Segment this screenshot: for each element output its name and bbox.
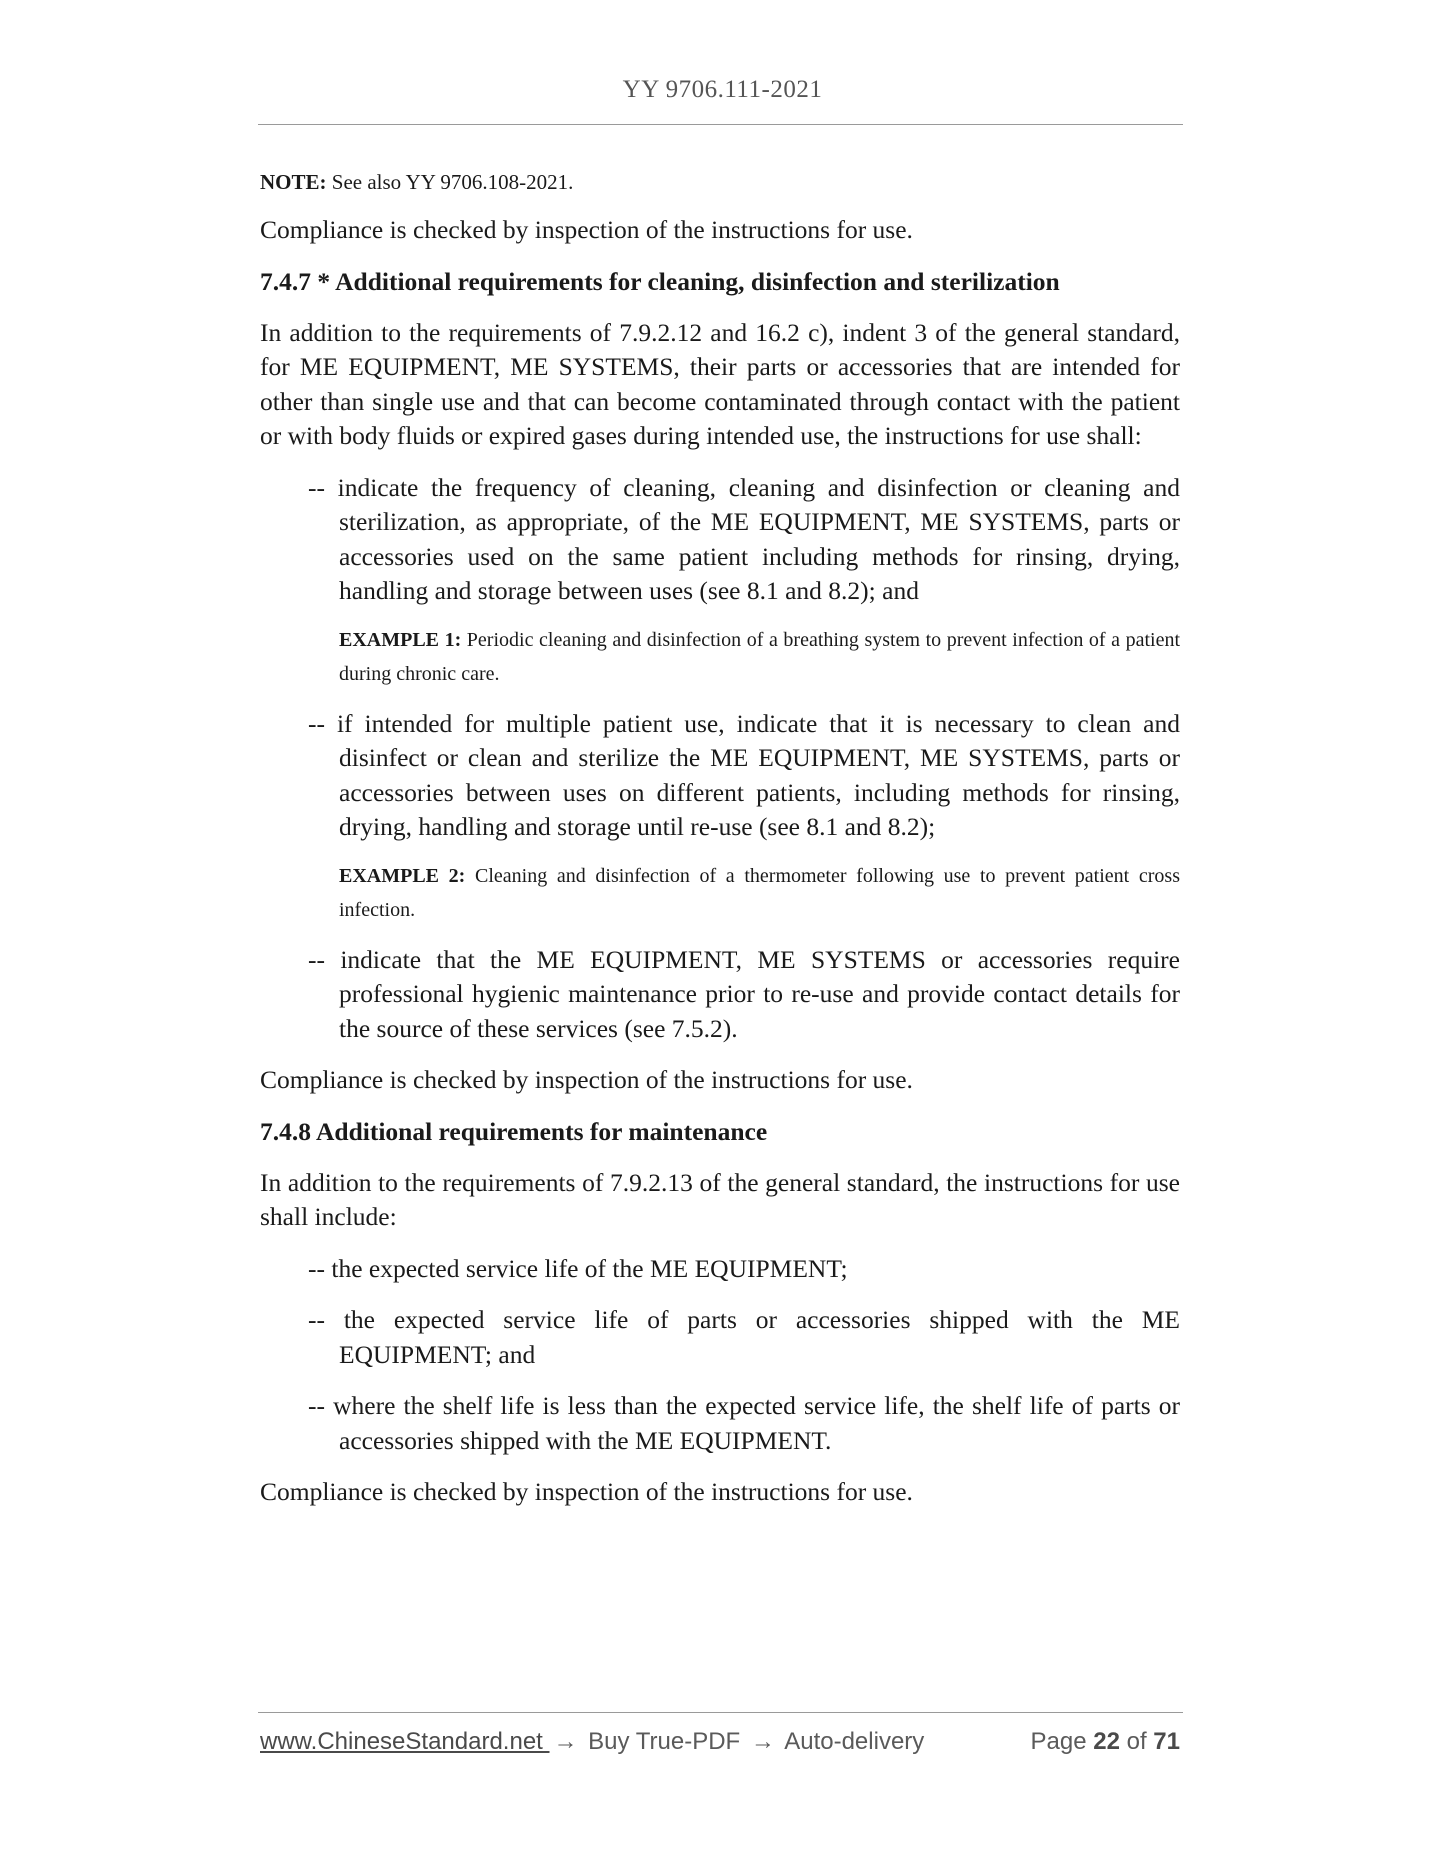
footer-divider xyxy=(258,1712,1183,1713)
note xyxy=(260,168,1180,196)
list-item-frequency: -- indicate the frequency of cleaning, cleaning and disinfection or cleaning and sterilization, as appropriate, of the ME EQUIPMENT, ME SYSTEMS, parts or accessories used on the same patient including methods for rinsing, drying, handling and storage between uses (see 8.1 and 8.2); and xyxy=(308,472,1180,605)
page-number xyxy=(1031,1728,1180,1756)
buy-pdf-text: Buy True-PDF xyxy=(581,1728,747,1755)
page-of: of xyxy=(1119,1728,1154,1755)
note-text: See also YY 9706.108-2021. xyxy=(326,170,574,194)
site-link[interactable]: www.ChineseStandard.net xyxy=(260,1728,550,1755)
list-item-shelf-life: -- where the shelf life is less than the expected service life, the shelf life of parts or accessories shipped with the ME EQUIPMENT. xyxy=(308,1391,1180,1455)
example-2-text: Cleaning and disinfection of a thermometer following use to prevent patient cross infection. xyxy=(339,864,1180,921)
section-paragraph-7-4-7: In addition to the requirements of 7.9.2.12 and 16.2 c), indent 3 of the general standard, for ME EQUIPMENT, ME SYSTEMS, their parts or accessories that are intended for other than single use and that can become contaminated through contact with the patient or with body fluids or expired gases during intended use, the instructions for use shall: xyxy=(260,317,1180,450)
list-item-multiple-patient: -- if intended for multiple patient use, indicate that it is necessary to clean and disinfect or clean and sterilize the ME EQUIPMENT, ME SYSTEMS, parts or accessories between uses on different patients, including methods for rinsing, drying, handling and storage until re-use (see 8.1 and 8.2); xyxy=(308,708,1180,841)
example-1-text: Periodic cleaning and disinfection of a breathing system to prevent infection of a patient during chronic care. xyxy=(339,628,1180,685)
page-current: 22 xyxy=(1093,1728,1120,1755)
list-item-parts-service-life: -- the expected service life of parts or accessories shipped with the ME EQUIPMENT; and xyxy=(308,1305,1180,1369)
section-paragraph-7-4-8: In addition to the requirements of 7.9.2.13 of the general standard, the instructions for use shall include: xyxy=(260,1167,1180,1231)
page-content xyxy=(260,168,1180,1510)
header-title: YY 9706.111-2021 xyxy=(622,76,823,103)
section-heading-7-4-8: 7.4.8 Additional requirements for maintenance xyxy=(260,1116,768,1146)
header-divider xyxy=(258,124,1183,125)
list-item-hygienic-maintenance: -- indicate that the ME EQUIPMENT, ME SYSTEMS or accessories require professional hygienic maintenance prior to re-use and provide contact details for the source of these services (see 7.5.2). xyxy=(308,944,1180,1043)
footer xyxy=(260,1728,1180,1768)
page-label: Page xyxy=(1030,1728,1094,1755)
footer-left xyxy=(260,1728,924,1756)
example-2-label: EXAMPLE 2: xyxy=(339,864,466,887)
page-total: 71 xyxy=(1153,1728,1180,1755)
arrow-right-icon: → xyxy=(750,1728,775,1755)
arrow-right-icon: → xyxy=(553,1728,578,1755)
compliance-statement-2: Compliance is checked by inspection of the instructions for use. xyxy=(260,1065,913,1094)
compliance-statement-1: Compliance is checked by inspection of the instructions for use. xyxy=(260,215,913,244)
auto-delivery-text: Auto-delivery xyxy=(778,1728,925,1755)
example-1-label: EXAMPLE 1: xyxy=(339,628,462,651)
example-1 xyxy=(339,623,1180,691)
list-item-service-life: -- the expected service life of the ME EQUIPMENT; xyxy=(308,1253,848,1283)
note-label: NOTE: xyxy=(260,170,327,194)
section-heading-7-4-7: 7.4.7 * Additional requirements for cleaning, disinfection and sterilization xyxy=(260,266,1060,296)
compliance-statement-3: Compliance is checked by inspection of the instructions for use. xyxy=(260,1477,913,1506)
example-2 xyxy=(339,859,1180,927)
